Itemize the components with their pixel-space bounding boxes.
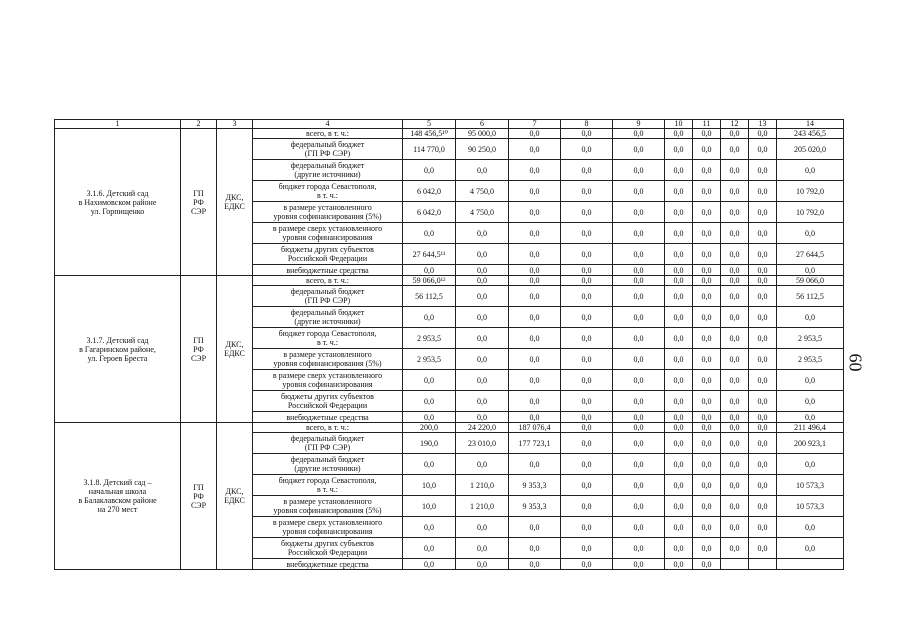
value-cell: 187 076,4 xyxy=(509,423,561,433)
value-cell: 4 750,0 xyxy=(456,181,509,202)
value-cell: 114 770,0 xyxy=(403,139,456,160)
value-cell: 0,0 xyxy=(749,202,777,223)
value-cell: 0,0 xyxy=(509,412,561,423)
value-cell: 0,0 xyxy=(749,538,777,559)
col-header: 6 xyxy=(456,120,509,129)
value-cell: 0,0 xyxy=(403,538,456,559)
value-cell: 0,0 xyxy=(613,307,665,328)
value-cell: 2 953,5 xyxy=(403,349,456,370)
value-cell: 0,0 xyxy=(721,433,749,454)
value-cell: 0,0 xyxy=(456,349,509,370)
value-cell: 0,0 xyxy=(613,286,665,307)
col-header: 11 xyxy=(693,120,721,129)
value-cell: 0,0 xyxy=(693,559,721,570)
funding-category-cell: федеральный бюджет (ГП РФ СЭР) xyxy=(253,286,403,307)
value-cell: 0,0 xyxy=(509,370,561,391)
value-cell: 0,0 xyxy=(665,244,693,265)
value-cell: 0,0 xyxy=(561,202,613,223)
value-cell: 148 456,5¹⁰ xyxy=(403,129,456,139)
value-cell: 0,0 xyxy=(509,244,561,265)
value-cell: 0,0 xyxy=(561,538,613,559)
value-cell xyxy=(749,559,777,570)
value-cell: 0,0 xyxy=(749,160,777,181)
value-cell: 0,0 xyxy=(721,276,749,286)
value-cell: 0,0 xyxy=(777,412,844,423)
table-body xyxy=(55,129,844,570)
value-cell: 0,0 xyxy=(509,286,561,307)
value-cell: 0,0 xyxy=(613,559,665,570)
value-cell: 0,0 xyxy=(561,265,613,276)
value-cell: 0,0 xyxy=(665,202,693,223)
value-cell: 0,0 xyxy=(613,328,665,349)
value-cell: 0,0 xyxy=(721,244,749,265)
value-cell: 27 644,5 xyxy=(777,244,844,265)
value-cell: 0,0 xyxy=(777,160,844,181)
value-cell: 0,0 xyxy=(613,160,665,181)
executor-cell: ДКС, ЕДКС xyxy=(217,129,253,276)
value-cell: 10 573,3 xyxy=(777,496,844,517)
value-cell: 0,0 xyxy=(456,286,509,307)
value-cell: 27 644,5¹¹ xyxy=(403,244,456,265)
value-cell: 0,0 xyxy=(749,391,777,412)
value-cell: 0,0 xyxy=(777,454,844,475)
value-cell: 0,0 xyxy=(561,433,613,454)
funding-category-cell: в размере установленного уровня софинансирования (5%) xyxy=(253,496,403,517)
value-cell: 0,0 xyxy=(749,454,777,475)
value-cell: 0,0 xyxy=(509,349,561,370)
value-cell: 0,0 xyxy=(693,202,721,223)
value-cell: 0,0 xyxy=(693,244,721,265)
value-cell: 24 220,0 xyxy=(456,423,509,433)
table-row xyxy=(55,423,844,433)
value-cell: 0,0 xyxy=(777,370,844,391)
value-cell: 0,0 xyxy=(613,517,665,538)
value-cell: 0,0 xyxy=(665,454,693,475)
col-header: 5 xyxy=(403,120,456,129)
funding-category-cell: в размере установленного уровня софинансирования (5%) xyxy=(253,349,403,370)
col-header: 9 xyxy=(613,120,665,129)
value-cell: 0,0 xyxy=(721,475,749,496)
value-cell: 0,0 xyxy=(403,223,456,244)
col-header: 14 xyxy=(777,120,844,129)
value-cell: 0,0 xyxy=(613,244,665,265)
value-cell: 10,0 xyxy=(403,475,456,496)
value-cell: 0,0 xyxy=(509,328,561,349)
value-cell: 0,0 xyxy=(749,517,777,538)
value-cell: 0,0 xyxy=(613,370,665,391)
value-cell: 0,0 xyxy=(777,538,844,559)
value-cell: 0,0 xyxy=(721,202,749,223)
funding-category-cell: в размере сверх установленного уровня софинансирования xyxy=(253,223,403,244)
value-cell: 0,0 xyxy=(665,412,693,423)
value-cell: 0,0 xyxy=(403,265,456,276)
table-row xyxy=(55,276,844,286)
value-cell: 0,0 xyxy=(721,139,749,160)
table-row xyxy=(55,129,844,139)
value-cell: 0,0 xyxy=(561,286,613,307)
funding-category-cell: бюджеты других субъектов Российской Федерации xyxy=(253,391,403,412)
value-cell: 0,0 xyxy=(403,412,456,423)
value-cell: 0,0 xyxy=(509,454,561,475)
value-cell: 0,0 xyxy=(749,223,777,244)
value-cell: 0,0 xyxy=(403,307,456,328)
page-number: 60 xyxy=(845,353,866,372)
value-cell: 0,0 xyxy=(749,276,777,286)
col-header: 3 xyxy=(217,120,253,129)
value-cell: 0,0 xyxy=(693,538,721,559)
funding-category-cell: внебюджетные средства xyxy=(253,559,403,570)
col-header: 4 xyxy=(253,120,403,129)
value-cell: 0,0 xyxy=(613,181,665,202)
value-cell: 6 042,0 xyxy=(403,181,456,202)
col-header: 8 xyxy=(561,120,613,129)
funding-category-cell: всего, в т. ч.: xyxy=(253,276,403,286)
value-cell: 0,0 xyxy=(509,559,561,570)
value-cell: 0,0 xyxy=(561,559,613,570)
value-cell: 0,0 xyxy=(721,129,749,139)
value-cell: 0,0 xyxy=(561,391,613,412)
value-cell: 0,0 xyxy=(613,475,665,496)
value-cell: 0,0 xyxy=(749,265,777,276)
value-cell: 0,0 xyxy=(613,223,665,244)
value-cell: 0,0 xyxy=(403,391,456,412)
value-cell: 56 112,5 xyxy=(777,286,844,307)
value-cell: 9 353,3 xyxy=(509,496,561,517)
value-cell: 0,0 xyxy=(456,244,509,265)
value-cell: 0,0 xyxy=(561,244,613,265)
value-cell: 0,0 xyxy=(721,286,749,307)
value-cell: 0,0 xyxy=(749,244,777,265)
value-cell: 0,0 xyxy=(749,433,777,454)
value-cell: 0,0 xyxy=(777,265,844,276)
funding-category-cell: в размере сверх установленного уровня софинансирования xyxy=(253,517,403,538)
value-cell: 0,0 xyxy=(693,423,721,433)
value-cell: 0,0 xyxy=(665,496,693,517)
project-name-cell: 3.1.6. Детский сад в Нахимовском районе ул. Горпищенко xyxy=(55,129,181,276)
value-cell: 0,0 xyxy=(665,349,693,370)
value-cell: 0,0 xyxy=(403,454,456,475)
value-cell: 0,0 xyxy=(693,307,721,328)
value-cell: 0,0 xyxy=(749,181,777,202)
value-cell: 0,0 xyxy=(561,181,613,202)
value-cell: 0,0 xyxy=(749,496,777,517)
funding-category-cell: федеральный бюджет (другие источники) xyxy=(253,454,403,475)
value-cell: 0,0 xyxy=(665,265,693,276)
value-cell: 0,0 xyxy=(456,517,509,538)
header-row xyxy=(55,120,844,129)
value-cell: 0,0 xyxy=(561,517,613,538)
funding-program-cell: ГП РФ СЭР xyxy=(181,423,217,570)
value-cell: 0,0 xyxy=(456,307,509,328)
value-cell: 0,0 xyxy=(509,265,561,276)
value-cell: 0,0 xyxy=(721,181,749,202)
value-cell: 0,0 xyxy=(509,276,561,286)
funding-category-cell: федеральный бюджет (другие источники) xyxy=(253,160,403,181)
value-cell: 0,0 xyxy=(509,139,561,160)
value-cell: 0,0 xyxy=(509,223,561,244)
value-cell: 10,0 xyxy=(403,496,456,517)
value-cell: 0,0 xyxy=(403,559,456,570)
value-cell: 0,0 xyxy=(721,307,749,328)
value-cell: 0,0 xyxy=(456,454,509,475)
value-cell: 0,0 xyxy=(665,433,693,454)
value-cell: 0,0 xyxy=(665,276,693,286)
value-cell: 0,0 xyxy=(693,412,721,423)
funding-program-cell: ГП РФ СЭР xyxy=(181,276,217,423)
value-cell: 0,0 xyxy=(561,307,613,328)
value-cell: 0,0 xyxy=(721,160,749,181)
value-cell: 0,0 xyxy=(561,496,613,517)
value-cell: 0,0 xyxy=(561,160,613,181)
value-cell: 0,0 xyxy=(665,559,693,570)
value-cell: 0,0 xyxy=(456,370,509,391)
budget-table xyxy=(54,119,844,570)
value-cell: 0,0 xyxy=(693,265,721,276)
value-cell: 0,0 xyxy=(613,349,665,370)
value-cell: 0,0 xyxy=(403,160,456,181)
funding-category-cell: федеральный бюджет (ГП РФ СЭР) xyxy=(253,139,403,160)
value-cell: 0,0 xyxy=(613,454,665,475)
value-cell: 4 750,0 xyxy=(456,202,509,223)
value-cell: 0,0 xyxy=(749,139,777,160)
value-cell: 0,0 xyxy=(721,538,749,559)
value-cell: 0,0 xyxy=(456,160,509,181)
value-cell: 0,0 xyxy=(693,475,721,496)
col-header: 7 xyxy=(509,120,561,129)
value-cell: 0,0 xyxy=(721,423,749,433)
value-cell: 0,0 xyxy=(561,475,613,496)
value-cell: 0,0 xyxy=(721,496,749,517)
value-cell: 211 496,4 xyxy=(777,423,844,433)
value-cell: 0,0 xyxy=(561,423,613,433)
funding-category-cell: бюджет города Севастополя, в т. ч.: xyxy=(253,475,403,496)
value-cell: 0,0 xyxy=(693,328,721,349)
value-cell: 10 573,3 xyxy=(777,475,844,496)
funding-category-cell: внебюджетные средства xyxy=(253,412,403,423)
value-cell: 0,0 xyxy=(403,517,456,538)
value-cell: 0,0 xyxy=(693,517,721,538)
value-cell: 0,0 xyxy=(561,412,613,423)
value-cell: 0,0 xyxy=(665,181,693,202)
value-cell: 0,0 xyxy=(561,349,613,370)
value-cell: 0,0 xyxy=(665,129,693,139)
funding-category-cell: в размере сверх установленного уровня софинансирования xyxy=(253,370,403,391)
value-cell: 0,0 xyxy=(613,496,665,517)
value-cell: 0,0 xyxy=(456,265,509,276)
value-cell: 0,0 xyxy=(561,139,613,160)
value-cell: 0,0 xyxy=(721,412,749,423)
value-cell: 0,0 xyxy=(777,517,844,538)
project-name-cell: 3.1.7. Детский сад в Гагаринском районе, ул. Героев Бреста xyxy=(55,276,181,423)
funding-category-cell: бюджет города Севастополя, в т. ч.: xyxy=(253,181,403,202)
value-cell: 95 000,0 xyxy=(456,129,509,139)
value-cell: 0,0 xyxy=(721,349,749,370)
value-cell: 2 953,5 xyxy=(777,328,844,349)
value-cell: 0,0 xyxy=(749,286,777,307)
value-cell: 2 953,5 xyxy=(777,349,844,370)
value-cell: 205 020,0 xyxy=(777,139,844,160)
value-cell: 0,0 xyxy=(456,391,509,412)
value-cell: 90 250,0 xyxy=(456,139,509,160)
value-cell: 23 010,0 xyxy=(456,433,509,454)
funding-category-cell: всего, в т. ч.: xyxy=(253,129,403,139)
value-cell: 0,0 xyxy=(456,276,509,286)
value-cell: 0,0 xyxy=(613,202,665,223)
value-cell: 0,0 xyxy=(456,328,509,349)
value-cell: 0,0 xyxy=(403,370,456,391)
value-cell: 0,0 xyxy=(693,391,721,412)
value-cell: 0,0 xyxy=(665,139,693,160)
value-cell: 200,0 xyxy=(403,423,456,433)
value-cell: 0,0 xyxy=(693,370,721,391)
value-cell: 59 066,0 xyxy=(777,276,844,286)
value-cell: 59 066,0¹² xyxy=(403,276,456,286)
value-cell: 0,0 xyxy=(613,129,665,139)
value-cell: 0,0 xyxy=(613,139,665,160)
value-cell: 0,0 xyxy=(613,265,665,276)
value-cell: 0,0 xyxy=(561,454,613,475)
value-cell: 200 923,1 xyxy=(777,433,844,454)
funding-category-cell: в размере установленного уровня софинансирования (5%) xyxy=(253,202,403,223)
value-cell: 0,0 xyxy=(665,160,693,181)
value-cell: 0,0 xyxy=(693,223,721,244)
value-cell: 0,0 xyxy=(665,370,693,391)
value-cell: 0,0 xyxy=(665,517,693,538)
value-cell: 0,0 xyxy=(561,370,613,391)
col-header: 13 xyxy=(749,120,777,129)
value-cell: 0,0 xyxy=(777,391,844,412)
value-cell: 0,0 xyxy=(693,496,721,517)
value-cell: 0,0 xyxy=(613,276,665,286)
value-cell: 0,0 xyxy=(721,328,749,349)
value-cell: 0,0 xyxy=(721,517,749,538)
col-header: 1 xyxy=(55,120,181,129)
value-cell: 0,0 xyxy=(456,559,509,570)
value-cell xyxy=(777,559,844,570)
value-cell: 0,0 xyxy=(749,129,777,139)
value-cell: 6 042,0 xyxy=(403,202,456,223)
funding-category-cell: бюджеты других субъектов Российской Федерации xyxy=(253,538,403,559)
value-cell: 0,0 xyxy=(509,307,561,328)
project-name-cell: 3.1.8. Детский сад – начальная школа в Балаклавском районе на 270 мест xyxy=(55,423,181,570)
value-cell: 0,0 xyxy=(665,538,693,559)
value-cell: 0,0 xyxy=(613,433,665,454)
value-cell: 0,0 xyxy=(721,391,749,412)
value-cell: 0,0 xyxy=(749,412,777,423)
value-cell: 0,0 xyxy=(613,391,665,412)
value-cell: 0,0 xyxy=(777,307,844,328)
funding-category-cell: федеральный бюджет (ГП РФ СЭР) xyxy=(253,433,403,454)
value-cell: 177 723,1 xyxy=(509,433,561,454)
value-cell: 0,0 xyxy=(665,307,693,328)
value-cell: 0,0 xyxy=(613,412,665,423)
value-cell: 0,0 xyxy=(749,423,777,433)
value-cell: 0,0 xyxy=(749,349,777,370)
funding-category-cell: всего, в т. ч.: xyxy=(253,423,403,433)
funding-category-cell: бюджеты других субъектов Российской Федерации xyxy=(253,244,403,265)
value-cell: 0,0 xyxy=(509,129,561,139)
value-cell: 0,0 xyxy=(665,328,693,349)
value-cell: 0,0 xyxy=(456,538,509,559)
value-cell: 56 112,5 xyxy=(403,286,456,307)
value-cell: 0,0 xyxy=(693,181,721,202)
value-cell: 0,0 xyxy=(613,423,665,433)
value-cell: 9 353,3 xyxy=(509,475,561,496)
value-cell: 0,0 xyxy=(509,202,561,223)
value-cell: 0,0 xyxy=(613,538,665,559)
value-cell: 10 792,0 xyxy=(777,181,844,202)
value-cell: 1 210,0 xyxy=(456,475,509,496)
value-cell: 0,0 xyxy=(721,265,749,276)
value-cell: 0,0 xyxy=(561,276,613,286)
value-cell xyxy=(721,559,749,570)
value-cell: 0,0 xyxy=(721,223,749,244)
value-cell: 0,0 xyxy=(456,412,509,423)
value-cell: 2 953,5 xyxy=(403,328,456,349)
value-cell: 0,0 xyxy=(509,538,561,559)
value-cell: 0,0 xyxy=(693,286,721,307)
value-cell: 0,0 xyxy=(509,517,561,538)
value-cell: 0,0 xyxy=(721,454,749,475)
executor-cell: ДКС, ЕДКС xyxy=(217,423,253,570)
value-cell: 0,0 xyxy=(749,475,777,496)
value-cell: 0,0 xyxy=(561,328,613,349)
value-cell: 0,0 xyxy=(693,129,721,139)
value-cell: 0,0 xyxy=(665,423,693,433)
value-cell: 0,0 xyxy=(749,328,777,349)
funding-category-cell: бюджет города Севастополя, в т. ч.: xyxy=(253,328,403,349)
value-cell: 0,0 xyxy=(693,276,721,286)
value-cell: 1 210,0 xyxy=(456,496,509,517)
value-cell: 0,0 xyxy=(721,370,749,391)
value-cell: 0,0 xyxy=(777,223,844,244)
value-cell: 0,0 xyxy=(561,129,613,139)
value-cell: 0,0 xyxy=(509,181,561,202)
value-cell: 10 792,0 xyxy=(777,202,844,223)
value-cell: 0,0 xyxy=(561,223,613,244)
col-header: 12 xyxy=(721,120,749,129)
value-cell: 0,0 xyxy=(665,475,693,496)
executor-cell: ДКС, ЕДКС xyxy=(217,276,253,423)
col-header: 2 xyxy=(181,120,217,129)
value-cell: 190,0 xyxy=(403,433,456,454)
value-cell: 0,0 xyxy=(665,391,693,412)
funding-category-cell: федеральный бюджет (другие источники) xyxy=(253,307,403,328)
value-cell: 0,0 xyxy=(665,286,693,307)
value-cell: 0,0 xyxy=(456,223,509,244)
value-cell: 0,0 xyxy=(693,454,721,475)
value-cell: 0,0 xyxy=(693,139,721,160)
value-cell: 0,0 xyxy=(749,307,777,328)
funding-category-cell: внебюджетные средства xyxy=(253,265,403,276)
value-cell: 0,0 xyxy=(693,349,721,370)
value-cell: 0,0 xyxy=(693,160,721,181)
value-cell: 243 456,5 xyxy=(777,129,844,139)
value-cell: 0,0 xyxy=(509,160,561,181)
funding-program-cell: ГП РФ СЭР xyxy=(181,129,217,276)
col-header: 10 xyxy=(665,120,693,129)
value-cell: 0,0 xyxy=(749,370,777,391)
value-cell: 0,0 xyxy=(693,433,721,454)
value-cell: 0,0 xyxy=(665,223,693,244)
value-cell: 0,0 xyxy=(509,391,561,412)
